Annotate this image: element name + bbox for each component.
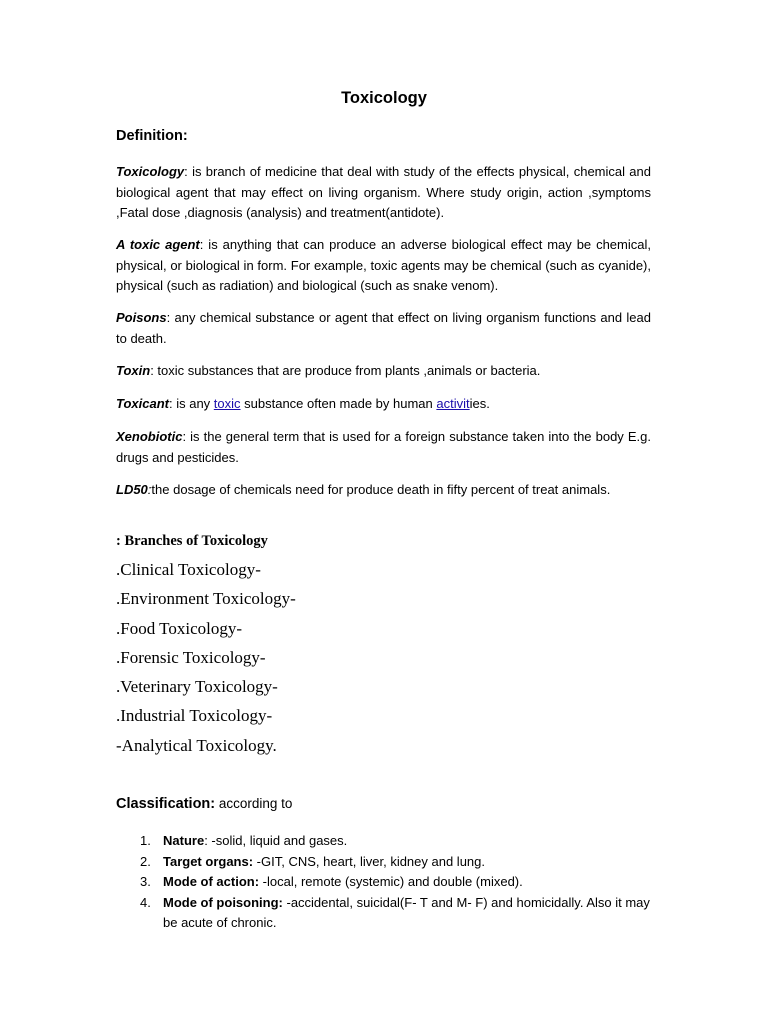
definition-text: is anything that can produce an adverse biological effect may be chemical, physical, or biological in form. For example, toxic agents may be chemical (such as cyanide), physical (such as radiation) and biological (such as snake venom). (116, 237, 651, 294)
activities-link[interactable]: activit (436, 396, 470, 411)
term: Poisons (116, 310, 167, 325)
term: Toxicology (116, 164, 185, 179)
term: LD50 (116, 482, 148, 497)
list-item: .Veterinary Toxicology- (116, 677, 278, 697)
definition-ld50: LD50:the dosage of chemicals need for produce death in fifty percent of treat animals. (116, 482, 611, 497)
classification-heading: Classification: according to (116, 796, 293, 812)
term: Xenobiotic (116, 429, 183, 444)
branches-list (116, 557, 296, 762)
definition-text: any chemical substance or agent that effect on living organism functions and lead to death. (116, 310, 651, 346)
definition-text: the dosage of chemicals need for produce death in fifty percent of treat animals. (151, 482, 611, 497)
list-item: 2. Target organs: -GIT, CNS, heart, liver, kidney and lung. (140, 853, 485, 869)
term: Toxicant (116, 396, 169, 411)
term: A toxic agent (116, 237, 200, 252)
list-item: .Environment Toxicology- (116, 589, 296, 609)
definition-heading: Definition: (116, 128, 188, 144)
list-item: -Analytical Toxicology. (116, 735, 277, 755)
branches-heading: : Branches of Toxicology (116, 533, 268, 549)
list-item: .Clinical Toxicology- (116, 560, 261, 579)
definition-text: toxic substances that are produce from plants ,animals or bacteria. (153, 363, 541, 378)
term: Toxin (116, 363, 151, 378)
list-item: 3. Mode of action: -local, remote (systemic) and double (mixed). (140, 874, 523, 889)
definition-toxicant: Toxicant: is any toxic substance often made by human activities. (116, 396, 490, 411)
definition-poisons: Poisons: any chemical substance or agent that effect on living organism functions and lead to death. (116, 310, 651, 346)
list-item: 4. Mode of poisoning: -accidental, suicidal(F- T and M- F) and homicidally. Also it may be acute of chronic. (140, 894, 650, 930)
classification-list (116, 831, 651, 934)
toxic-link[interactable]: toxic (213, 396, 241, 411)
definition-toxicology: Toxicology: is branch of medicine that deal with study of the effects physical, chemical and biological agent that may effect on living organism. Where study origin, action ,symptoms ,Fatal dose ,diagnosis (analysis) and treatment(antidote). (116, 164, 651, 221)
page-title: Toxicology (341, 89, 427, 107)
list-item: 1. Nature: -solid, liquid and gases. (140, 833, 348, 848)
definition-toxin: Toxin: toxic substances that are produce from plants ,animals or bacteria. (116, 363, 541, 378)
definition-xenobiotic: Xenobiotic: is the general term that is used for a foreign substance taken into the body E.g. drugs and pesticides. (116, 429, 651, 465)
definition-toxic-agent: A toxic agent: is anything that can produce an adverse biological effect may be chemical, physical, or biological in form. For example, toxic agents may be chemical (such as cyanide), physical (such as radiation) and biological (such as snake venom). (116, 237, 651, 294)
list-item: .Food Toxicology- (116, 618, 242, 638)
definition-text: is branch of medicine that deal with study of the effects physical, chemical and biological agent that may effect on living organism. Where study origin, action ,symptoms ,Fatal dose ,diagnosis (analysis) and treatment(antidote). (116, 164, 651, 221)
definition-text: is the general term that is used for a foreign substance taken into the body E.g. drugs and pesticides. (116, 429, 651, 465)
list-item: .Forensic Toxicology- (116, 647, 266, 667)
list-item: .Industrial Toxicology- (116, 706, 273, 726)
